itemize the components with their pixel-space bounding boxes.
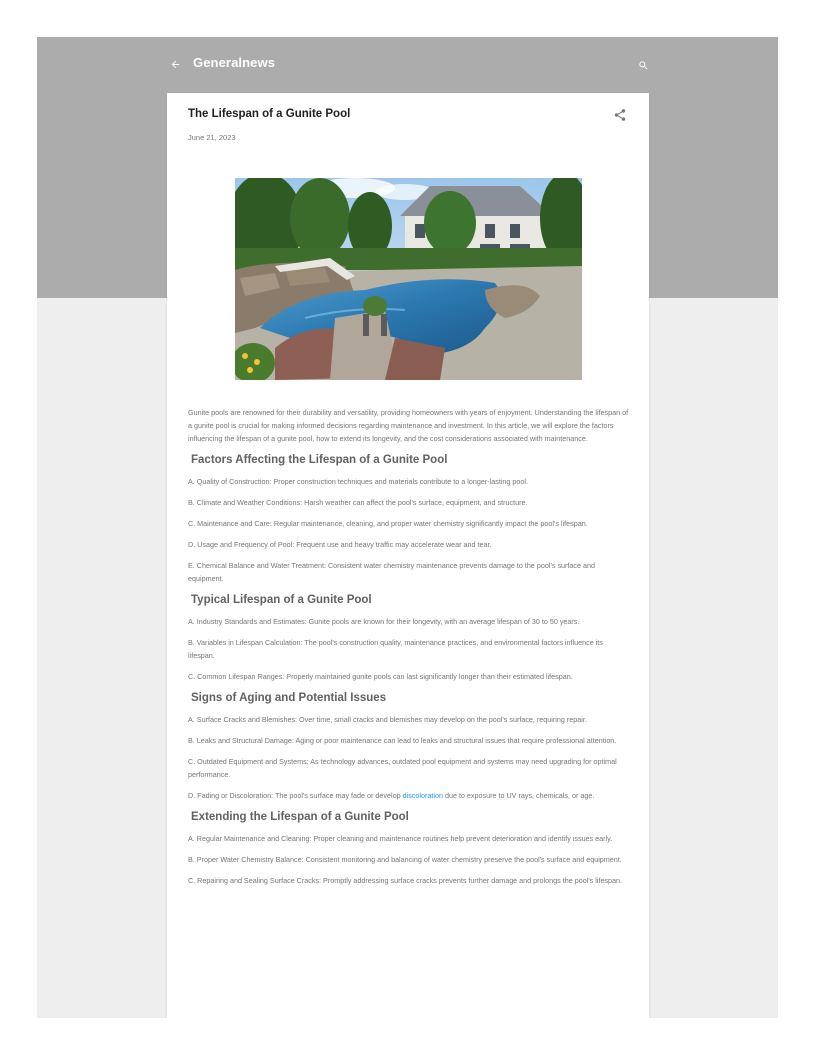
post-body — [188, 406, 630, 895]
post-date: June 21, 2023 — [188, 133, 236, 142]
intro-paragraph: Gunite pools are renowned for their durability and versatility, providing homeowners with years of enjoyment. Understanding the lifespan of a gunite pool is crucial for making informed decisions regarding maintenance and investment. In this article, we will explore the factors influencing the lifespan of a gunite pool, how to extend its longevity, and the cost considerations associated with maintenance. — [188, 408, 629, 443]
list-item: C. Outdated Equipment and Systems: As technology advances, outdated pool equipment and systems may need upgrading for optimal performance. — [188, 757, 617, 779]
list-item: B. Proper Water Chemistry Balance: Consistent monitoring and balancing of water chemistry preserve the pool's surface and equipment. — [188, 855, 622, 864]
post-title: The Lifespan of a Gunite Pool — [188, 108, 351, 120]
list-item: C. Maintenance and Care: Regular maintenance, cleaning, and proper water chemistry significantly impact the pool's lifespan. — [188, 519, 588, 528]
top-app-bar — [37, 37, 778, 93]
section-heading: Factors Affecting the Lifespan of a Gunite Pool — [191, 454, 448, 466]
list-item: C. Common Lifespan Ranges: Properly maintained gunite pools can last significantly longer than their estimated lifespan. — [188, 672, 573, 681]
list-item: B. Climate and Weather Conditions: Harsh weather can affect the pool's surface, equipment, and structure. — [188, 498, 528, 507]
list-item: A. Regular Maintenance and Cleaning: Proper cleaning and maintenance routines help prevent deterioration and identify issues early. — [188, 834, 613, 843]
section-heading: Extending the Lifespan of a Gunite Pool — [191, 811, 409, 823]
pool-photo — [235, 178, 582, 380]
list-item-text: D. Fading or Discoloration: The pool's surface may fade or develop — [188, 791, 403, 800]
post-hero-image — [235, 178, 582, 380]
list-item: A. Surface Cracks and Blemishes: Over time, small cracks and blemishes may develop on the pool's surface, requiring repair. — [188, 715, 587, 724]
section-heading: Signs of Aging and Potential Issues — [191, 692, 387, 704]
list-item: A. Quality of Construction: Proper construction techniques and materials contribute to a longer-lasting pool. — [188, 477, 528, 486]
share-icon — [613, 108, 627, 122]
list-item-text: due to exposure to UV rays, chemicals, or age. — [442, 791, 595, 800]
discoloration-link[interactable]: discoloration — [402, 791, 443, 800]
section-heading: Typical Lifespan of a Gunite Pool — [191, 594, 372, 606]
list-item: D. Usage and Frequency of Pool: Frequent use and heavy traffic may accelerate wear and tear. — [188, 540, 492, 549]
share-button[interactable] — [613, 108, 629, 124]
list-item: B. Leaks and Structural Damage: Aging or poor maintenance can lead to leaks and structural issues that require professional attention. — [188, 736, 617, 745]
list-item: E. Chemical Balance and Water Treatment: Consistent water chemistry maintenance prevents damage to the pool's surface and equipment. — [188, 561, 596, 583]
post-card — [167, 93, 649, 1018]
list-item: B. Variables in Lifespan Calculation: The pool's construction quality, maintenance practices, and environmental factors influence its lifespan. — [188, 638, 603, 660]
search-icon — [638, 60, 649, 71]
page-frame — [37, 37, 778, 1018]
back-button[interactable] — [165, 54, 185, 74]
arrow-left-icon — [170, 59, 181, 70]
blog-title-link[interactable]: Generalnews — [193, 55, 276, 70]
list-item — [188, 789, 630, 802]
list-item: A. Industry Standards and Estimates: Gunite pools are known for their longevity, with an average lifespan of 30 to 50 years. — [188, 617, 580, 626]
list-item: C. Repairing and Sealing Surface Cracks: Promptly addressing surface cracks prevents further damage and prolongs the pool's lifespan. — [188, 876, 623, 885]
search-button[interactable] — [633, 55, 653, 75]
